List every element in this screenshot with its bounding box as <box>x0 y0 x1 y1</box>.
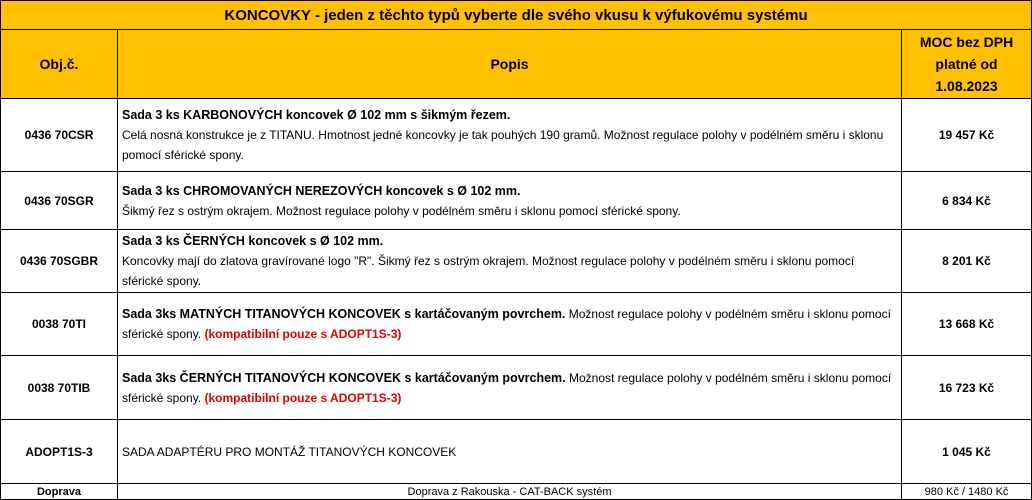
footer-code: Doprava <box>1 484 118 500</box>
header-price <box>902 30 1032 99</box>
row-code: 0436 70CSR <box>1 99 118 172</box>
row-description <box>118 356 902 420</box>
table-row <box>1 99 1032 172</box>
footer-price: 980 Kč / 1480 Kč <box>902 484 1032 500</box>
header-price-line2: platné od <box>935 56 998 72</box>
row-price: 8 201 Kč <box>902 230 1032 293</box>
table-row <box>1 420 1032 484</box>
compatibility-note: (kompatibilní pouze s ADOPT1S-3) <box>201 327 402 341</box>
row-description <box>118 172 902 230</box>
row-price: 19 457 Kč <box>902 99 1032 172</box>
footer-row <box>1 484 1032 500</box>
row-title: Sada 3ks ČERNÝCH TITANOVÝCH KONCOVEK s kartáčovaným povrchem. <box>122 370 566 385</box>
row-text: SADA ADAPTÉRU PRO MONTÁŽ TITANOVÝCH KONCOVEK <box>122 444 457 459</box>
row-title: Sada 3 ks ČERNÝCH koncovek s Ø 102 mm. <box>122 234 384 248</box>
row-text: Možnost regulace polohy v podélném směru i sklonu pomocí sférické spony. <box>122 307 891 341</box>
table-title: KONCOVKY - jeden z těchto typů vyberte dle svého vkusu k výfukovému systému <box>1 1 1032 30</box>
row-description <box>118 230 902 293</box>
row-title: Sada 3ks MATNÝCH TITANOVÝCH KONCOVEK s kartáčovaným povrchem. <box>122 307 566 321</box>
row-code: 0038 70TI <box>1 293 118 356</box>
row-description <box>118 420 902 484</box>
row-code: 0436 70SGR <box>1 172 118 230</box>
title-row <box>1 1 1032 30</box>
row-text: Koncovky mají do zlatova gravírované logo "R". Šikmý řez s ostrým okrajem. Možnost regulace polohy v podélném směru i sklonu pomocí sférické spony. <box>122 254 855 288</box>
header-code: Obj.č. <box>1 30 118 99</box>
row-price: 6 834 Kč <box>902 172 1032 230</box>
row-price: 16 723 Kč <box>902 356 1032 420</box>
header-price-line3: 1.08.2023 <box>935 78 998 94</box>
header-price-line1: MOC bez DPH <box>919 34 1014 50</box>
row-text: Šikmý řez s ostrým okrajem. Možnost regulace polohy v podélném směru i sklonu pomocí sférické spony. <box>122 203 681 218</box>
row-text: Celá nosná konstrukce je z TITANU. Hmotnost jedné koncovky je tak pouhých 190 gramů. Možnost regulace polohy v podélném směru i sklonu pomocí sférické spony. <box>122 128 884 162</box>
table-row <box>1 293 1032 356</box>
table-row <box>1 230 1032 293</box>
row-description <box>118 99 902 172</box>
row-title: Sada 3 ks KARBONOVÝCH koncovek Ø 102 mm s šikmým řezem. <box>122 108 511 122</box>
row-code: 0038 70TIB <box>1 356 118 420</box>
compatibility-note: (kompatibilní pouze s ADOPT1S-3) <box>201 390 402 405</box>
row-description <box>118 293 902 356</box>
row-code: 0436 70SGBR <box>1 230 118 293</box>
header-description: Popis <box>118 30 902 99</box>
row-title: Sada 3 ks CHROMOVANÝCH NEREZOVÝCH koncovek s Ø 102 mm. <box>122 183 521 198</box>
row-text: Možnost regulace polohy v podélném směru i sklonu pomocí sférické spony. <box>122 370 892 405</box>
header-row <box>1 30 1032 99</box>
row-price: 13 668 Kč <box>902 293 1032 356</box>
row-price: 1 045 Kč <box>902 420 1032 484</box>
table-row <box>1 172 1032 230</box>
table-row <box>1 356 1032 420</box>
footer-description: Doprava z Rakouska - CAT-BACK systém <box>118 484 902 500</box>
row-code: ADOPT1S-3 <box>1 420 118 484</box>
